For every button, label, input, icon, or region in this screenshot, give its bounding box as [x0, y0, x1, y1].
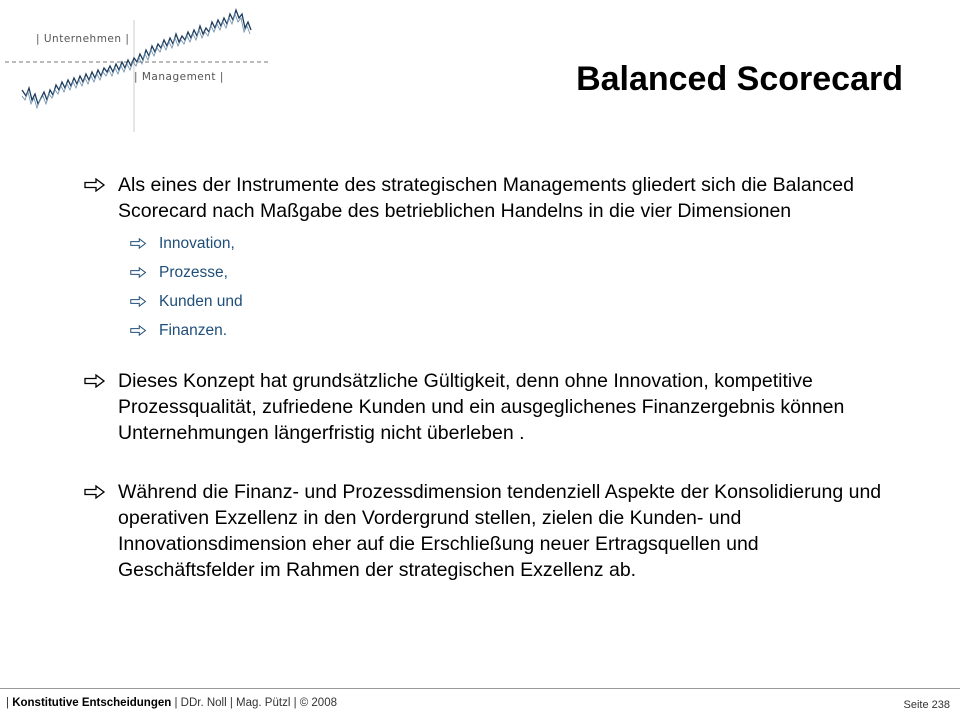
footer — [6, 697, 337, 709]
footer-course: Konstitutive Entscheidungen — [12, 697, 172, 709]
sub-item — [80, 235, 900, 253]
sub-item — [80, 293, 900, 311]
bullet-text: Dieses Konzept hat grundsätzliche Gültigkeit, denn ohne Innovation, kompetitive Prozessqualität, zufriedene Kunden und ein ausgeglichenes Finanzergebnis können Unternehmungen längerfristig nicht überleben . — [118, 370, 845, 444]
footer-authors: | DDr. Noll | Mag. Pützl | © 2008 — [171, 697, 337, 709]
hollow-right-arrow-icon — [130, 296, 147, 307]
bullet-item — [80, 368, 900, 446]
sub-item — [80, 322, 900, 340]
bullet-text: Während die Finanz- und Prozessdimension tendenziell Aspekte der Konsolidierung und operativen Exzellenz in den Vordergrund stellen, zielen die Kunden- und Innovationsdimension eher auf die Erschließung neuer Ertragsquellen und Geschäftsfelder im Rahmen der strategischen Exzellenz ab. — [118, 481, 882, 581]
sub-item-text: Finanzen. — [159, 322, 228, 339]
sub-item — [80, 264, 900, 282]
hollow-right-arrow-icon — [130, 267, 147, 278]
footer-divider — [0, 688, 960, 689]
sub-item-text: Prozesse, — [159, 264, 228, 281]
slide-content — [80, 172, 900, 583]
logo — [0, 0, 280, 135]
hollow-right-arrow-icon — [84, 485, 106, 499]
stock-chart-logo-graphic — [0, 0, 280, 135]
hollow-right-arrow-icon — [130, 238, 147, 249]
logo-label-management: | Management | — [134, 71, 224, 83]
logo-label-unternehmen: | Unternehmen | — [36, 33, 130, 45]
slide-title: Balanced Scorecard — [576, 60, 903, 98]
hollow-right-arrow-icon — [84, 374, 106, 388]
page-number: Seite 238 — [903, 699, 950, 711]
hollow-right-arrow-icon — [84, 178, 106, 192]
bullet-item — [80, 172, 900, 224]
hollow-right-arrow-icon — [130, 325, 147, 336]
footer-lead: | — [6, 697, 13, 709]
sub-item-text: Kunden und — [159, 293, 243, 310]
bullet-text: Als eines der Instrumente des strategischen Managements gliedert sich die Balanced Scorecard nach Maßgabe des betrieblichen Handelns in die vier Dimensionen — [118, 174, 854, 222]
sub-item-text: Innovation, — [159, 235, 235, 252]
bullet-item — [80, 479, 900, 583]
